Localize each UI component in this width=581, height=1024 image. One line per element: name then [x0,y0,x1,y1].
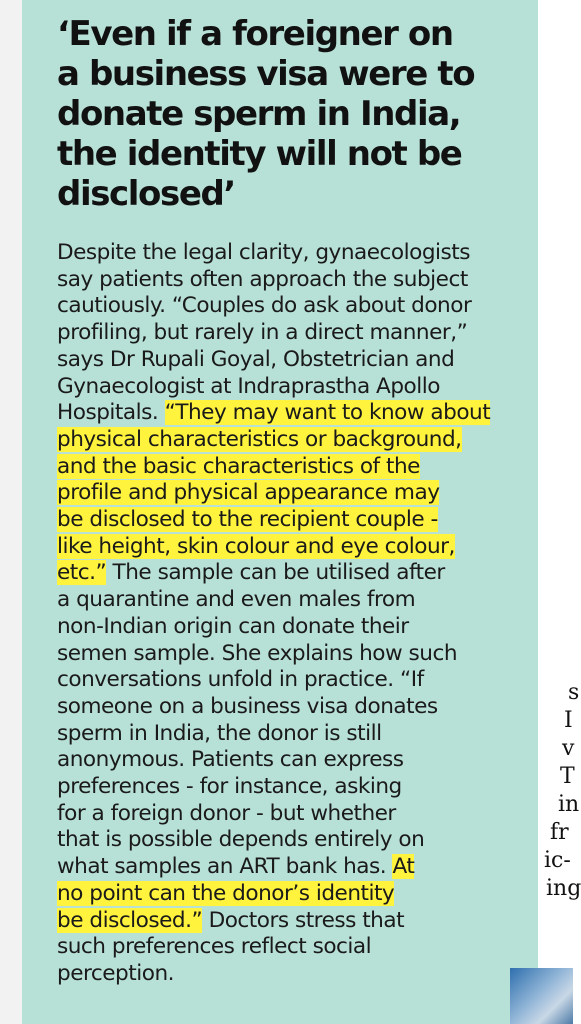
body-line [57,854,414,879]
adjacent-text-fragment: s [568,680,580,705]
body-text: that is possible depends entirely on [57,827,425,853]
body-text: say patients often approach the subject [57,266,468,292]
body-line [57,747,404,772]
body-text: non-Indian origin can donate their [57,613,409,639]
body-text: sperm in India, the donor is still [57,720,382,746]
body-line [57,507,438,532]
body-line [57,267,468,292]
headline-line: ‘Even if a foreigner on [57,14,453,54]
body-text: Despite the legal clarity, gynaecologists [57,240,470,265]
adjacent-text-fragment: T [560,764,575,789]
headline-line: a business visa were to [57,54,475,94]
body-line [57,934,371,959]
body-line [57,560,445,585]
headline-line: donate sperm in India, [57,94,461,134]
highlighted-text: At [392,854,415,880]
highlighted-text: etc.” [57,560,107,586]
body-line [57,587,415,612]
body-line [57,534,455,559]
body-line [57,667,424,692]
highlighted-text: “They may want to know about [164,400,491,426]
headline-line: the identity will not be [57,134,462,174]
body-line [57,774,402,799]
body-line [57,374,440,399]
body-text: a quarantine and even males from [57,587,416,613]
body-line [57,801,396,826]
body-line [57,427,462,452]
body-line [57,961,174,986]
body-text: Hospitals. [57,400,165,426]
body-line [57,454,420,479]
page-gutter [0,0,22,1024]
body-line [57,641,457,666]
body-line [57,240,470,265]
highlighted-text: be disclosed.” [57,907,203,933]
highlighted-text: profile and physical appearance may [57,480,440,506]
highlighted-text: no point can the donor’s identity [57,880,395,906]
body-text: for a foreign donor - but whether [57,800,396,826]
body-text: preferences - for instance, asking [57,774,402,800]
article-headline [57,14,527,214]
body-line [57,293,471,318]
adjacent-text-fragment: ing [546,876,581,901]
body-text: Gynaecologist at Indraprastha Apollo [57,373,440,399]
body-line [57,480,439,505]
adjacent-text-fragment: I [564,708,573,733]
article-body [57,240,533,988]
body-text: says Dr Rupali Goyal, Obstetrician and [57,346,455,372]
body-line [57,694,438,719]
body-line [57,881,394,906]
body-text: conversations unfold in practice. “If [57,667,424,693]
body-text: profiling, but rarely in a direct manner,” [57,320,468,346]
headline-line: disclosed’ [57,174,235,214]
body-text: perception. [57,960,174,986]
highlighted-text: and the basic characteristics of the [57,453,420,479]
highlighted-text: be disclosed to the recipient couple - [57,507,438,533]
adjacent-page-photo [510,968,573,1024]
body-text: The sample can be utilised after [106,560,445,586]
highlighted-text: physical characteristics or background, [57,426,462,452]
body-text: semen sample. She explains how such [57,640,458,666]
body-line [57,721,382,746]
body-line [57,320,467,345]
body-line [57,908,404,933]
adjacent-text-fragment: ic- [544,848,571,873]
body-text: Doctors stress that [202,907,405,933]
body-text: someone on a business visa donates [57,693,438,719]
body-text: cautiously. “Couples do ask about donor [57,293,472,319]
body-text: anonymous. Patients can express [57,747,404,773]
body-line [57,347,454,372]
body-line [57,827,424,852]
body-text: what samples an ART bank has. [57,854,393,880]
body-text: such preferences reflect social [57,934,372,960]
body-line [57,614,409,639]
adjacent-text-fragment: v [562,736,575,761]
body-line [57,400,490,425]
adjacent-text-fragment: fr [550,820,569,845]
highlighted-text: like height, skin colour and eye colour, [57,533,455,559]
adjacent-text-fragment: in [558,792,580,817]
adjacent-page-column [538,0,581,1024]
